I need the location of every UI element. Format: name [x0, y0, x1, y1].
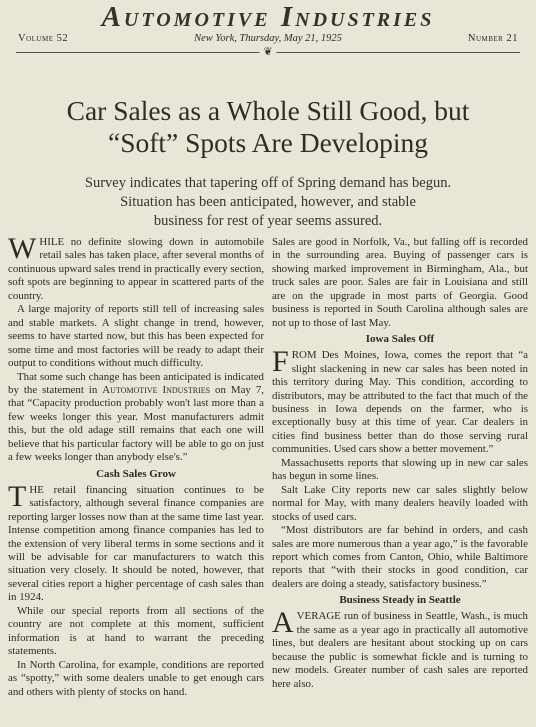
masthead [8, 0, 528, 59]
paragraph-text: ROM Des Moines, Iowa, comes the report that “a slight slackening in new car sales has been noted in this territory during May. This condition, according to distributors, may be attributed to the fact that much of the business in Iowa depends on the farmer, who is exceptionally busy at this time of year. Car dealers in cities find business better than do those serving rural communities. Used cars show a better movement.” [272, 349, 528, 456]
issue-number: Number 21 [467, 33, 518, 44]
dateline: New York, Thursday, May 21, 1925 [194, 33, 342, 44]
masthead-rule [16, 47, 520, 59]
article-deck [8, 174, 528, 231]
paragraph [8, 371, 264, 465]
paragraph: Massachusetts reports that slowing up in new car sales has begun in some lines. [272, 456, 528, 483]
right-column [272, 236, 528, 699]
paragraph [272, 345, 528, 457]
volume-label: Volume 52 [18, 33, 69, 44]
paragraph-text: on May 7, that “Capacity production probably won't last more than a few weeks longer this year. Most manufacturers admit this, but the old adage still remains that each one will believe that his particular factory will be able to go on just a few weeks longer than anybody else's.” [8, 383, 264, 464]
drop-cap: F [272, 345, 289, 379]
paragraph [8, 232, 264, 303]
paragraph: A large majority of reports still tell of increasing sales and stable markets. A slight change in trend, however, seems to have started now, but this has been expected for some time and most factories will be ready to adapt their output to conditions without much difficulty. [8, 303, 264, 370]
deck-line-3: business for rest of year seems assured. [153, 213, 383, 229]
paragraph-text: HE retail financing situation continues to be satisfactory, although several finance companies are reporting larger losses now than at the same time last year. Intense competition among finance companies has led to the extension of very liberal terms in some sections and it will be advisable for car manufacturers to watch this situation very closely. It should be noted, however, that several cities report a higher percentage of cash sales than in 1924. [8, 483, 264, 604]
issue-line [8, 33, 528, 45]
subhead-cash-sales: Cash Sales Grow [96, 467, 176, 480]
paragraph: While our special reports from all sections of the country are not complete at this moment, sufficient information is at hand to warrant the preceding statements. [8, 604, 264, 658]
article-body [8, 232, 528, 699]
paragraph: Sales are good in Norfolk, Va., but falling off is recorded in the surrounding area. Buying of passenger cars is showing marked improvement in Birmingham, Ala., but truck sales are poor. Sales are fair in Louisiana and still are on the upgrade in most parts of Georgia. Good business is reported in South Carolina although sales are not up to those of last May. [272, 236, 528, 329]
paragraph: In North Carolina, for example, conditions are reported as “spotty,” with some dealers unable to get enough cars and others with plenty of stocks on hand. [8, 658, 264, 698]
paragraph-text: HILE no definite slowing down in automobile retail sales has taken place, after several months of continuous upward sales trend in practically every section, soft spots are beginning to appear in scattered parts of the country. [8, 236, 264, 302]
deck-line-2: Situation has been anticipated, however, and stable [120, 194, 416, 210]
paragraph: Salt Lake City reports new car sales slightly below normal for May, with many dealers heavily loaded with stocks of used cars. [272, 483, 528, 523]
subhead-seattle: Business Steady in Seattle [339, 594, 461, 607]
publication-reference: Automotive Industries [102, 383, 211, 396]
drop-cap: T [8, 479, 27, 513]
paragraph: “Most distributors are far behind in orders, and cash sales are more numerous than a year ago,” is the favorable report which comes from Canton, Ohio, while Baltimore reports that “with their stocks in good condition, car dealers are doing a steady, satisfactory business.” [272, 524, 528, 590]
deck-line-1: Survey indicates that tapering off of Spring demand has begun. [84, 175, 452, 191]
left-column [8, 232, 264, 699]
article-headline [8, 95, 528, 159]
paragraph-text: VERAGE run of business in Seattle, Wash., is much the same as a year ago in practically all automotive lines, but dealers are hesitant about stocking up on cars because the public is somewhat fickle and is turning to new models. Greater number of cash sales are reported here also. [272, 610, 528, 690]
headline-line-1: Car Sales as a Whole Still Good, but [66, 95, 470, 126]
publication-title: Automotive Industries [101, 1, 435, 33]
paragraph [8, 479, 264, 605]
drop-cap: W [8, 232, 37, 265]
ornament-icon: ❦ [259, 46, 276, 58]
paragraph [272, 606, 528, 691]
drop-cap: A [272, 606, 294, 640]
paragraph-text: That some such change has been anticipated is indicated by the statement in [8, 370, 264, 396]
headline-line-2: “Soft” Spots Are Developing [107, 127, 429, 158]
subhead-iowa: Iowa Sales Off [365, 333, 435, 346]
